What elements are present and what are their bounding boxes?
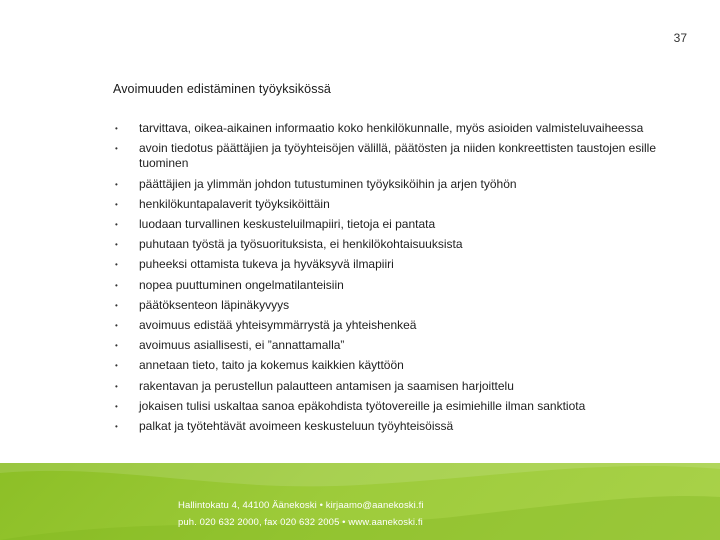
bullet-icon: • [115,124,118,133]
bullet-icon: • [115,260,118,270]
footer-contact [178,497,424,531]
bullet-text: päätöksenteon läpinäkyvyys [139,297,290,312]
list-item [113,141,673,171]
list-item [113,177,673,192]
list-item [113,237,673,252]
list-item [113,419,673,434]
list-item [113,278,673,293]
bullet-text: tarvittava, oikea-aikainen informaatio koko henkilökunnalle, myös asioiden valmisteluvaiheessa [139,121,644,135]
bullet-text: avoimuus edistää yhteisymmärrystä ja yhteishenkeä [139,318,417,333]
bullet-text: luodaan turvallinen keskusteluilmapiiri, tietoja ei pantata [139,217,436,232]
bullet-icon: • [115,381,118,391]
bullet-icon: • [115,144,118,154]
slide-title: Avoimuuden edistäminen työyksikössä [113,82,331,96]
bullet-text: annetaan tieto, taito ja kokemus kaikkien käyttöön [139,358,404,373]
bullet-icon: • [115,199,118,209]
bullet-icon: • [115,220,118,230]
page-number: 37 [673,31,687,45]
list-item [113,121,673,136]
bullet-icon: • [115,361,118,371]
list-item [113,379,673,394]
bullet-icon: • [115,300,118,310]
bullet-text: päättäjien ja ylimmän johdon tutustuminen työyksiköihin ja arjen työhön [139,176,517,191]
footer-address: Hallintokatu 4, 44100 Äänekoski • kirjaamo@aanekoski.fi [178,500,424,511]
bullet-text: henkilökuntapalaverit työyksiköittäin [139,196,330,211]
bullet-icon: • [115,280,118,290]
bullet-text: avoin tiedotus päättäjien ja työyhteisöjen välillä, päätösten ja niiden konkreettisten taustojen esille tuominen [139,141,656,171]
bullet-text: palkat ja työtehtävät avoimeen keskusteluun työyhteisöissä [139,419,454,434]
bullet-text: puhutaan työstä ja työsuorituksista, ei henkilökohtaisuuksista [139,237,463,252]
bullet-text: avoimuus asiallisesti, ei ”annattamalla” [139,338,345,353]
list-item [113,338,673,353]
bullet-text: nopea puuttuminen ongelmatilanteisiin [139,277,344,292]
footer-phone: puh. 020 632 2000, fax 020 632 2005 • www.aanekoski.fi [178,517,423,528]
list-item [113,217,673,232]
bullet-icon: • [115,321,118,331]
list-item [113,197,673,212]
bullet-icon: • [115,240,118,250]
list-item [113,399,673,414]
list-item [113,257,673,272]
bullet-list [113,121,673,439]
bullet-text: rakentavan ja perustellun palautteen antamisen ja saamisen harjoittelu [139,378,514,393]
bullet-text: jokaisen tulisi uskaltaa sanoa epäkohdista työtovereille ja esimiehille ilman sanktiota [139,398,586,413]
bullet-icon: • [115,341,118,351]
list-item [113,298,673,313]
list-item [113,358,673,373]
bullet-text: puheeksi ottamista tukeva ja hyväksyvä ilmapiiri [139,257,394,272]
bullet-icon: • [115,401,118,411]
list-item [113,318,673,333]
bullet-icon: • [115,179,118,189]
bullet-icon: • [115,422,118,432]
